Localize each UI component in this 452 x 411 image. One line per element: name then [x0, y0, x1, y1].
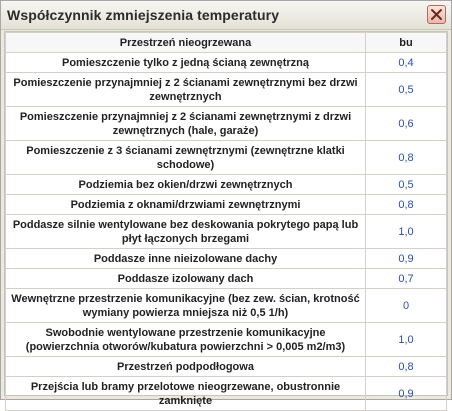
table-row[interactable]: [6, 215, 447, 249]
header-space: Przestrzeń nieogrzewana: [6, 33, 366, 53]
window-title: Współczynnik zmniejszenia temperatury: [7, 7, 280, 23]
table-row[interactable]: [6, 249, 447, 269]
row-value: 1,0: [366, 323, 447, 357]
table-header-row: [6, 33, 447, 53]
row-value: 0,5: [366, 73, 447, 107]
table-row[interactable]: [6, 141, 447, 175]
row-label: Poddasze silnie wentylowane bez deskowania pokrytego papą lub płyt łączonych brzegami: [6, 215, 366, 249]
row-value: 0,8: [366, 357, 447, 377]
row-value: 0,8: [366, 141, 447, 175]
close-icon: [431, 9, 442, 20]
row-label: Poddasze izolowany dach: [6, 269, 366, 289]
table-row[interactable]: [6, 195, 447, 215]
row-label: Swobodnie wentylowane przestrzenie komunikacyjne (powierzchnia otworów/kubatura powierzchni > 0,005 m2/m3): [6, 323, 366, 357]
close-button[interactable]: [427, 5, 446, 24]
row-label: Przestrzeń podpodłogowa: [6, 357, 366, 377]
row-label: Pomieszczenie przynajmniej z 2 ścianami zewnętrznymi bez drzwi zewnętrznych: [6, 73, 366, 107]
table-row[interactable]: [6, 269, 447, 289]
row-value: 0,5: [366, 175, 447, 195]
row-value: 0,4: [366, 53, 447, 73]
row-value: 0: [366, 289, 447, 323]
row-value: 0,9: [366, 377, 447, 411]
table-row[interactable]: [6, 175, 447, 195]
table-row[interactable]: [6, 357, 447, 377]
header-bu: bu: [366, 33, 447, 53]
title-bar[interactable]: [1, 1, 451, 30]
row-label: Poddasze inne nieizolowane dachy: [6, 249, 366, 269]
table-row[interactable]: [6, 107, 447, 141]
row-value: 0,8: [366, 195, 447, 215]
row-label: Przejścia lub bramy przelotowe nieogrzewane, obustronnie zamknięte: [6, 377, 366, 411]
table-row[interactable]: [6, 53, 447, 73]
table-row[interactable]: [6, 377, 447, 411]
row-label: Wewnętrzne przestrzenie komunikacyjne (bez zew. ścian, krotność wymiany powierza mniejsza niż 0,5 1/h): [6, 289, 366, 323]
row-label: Podziemia z oknami/drzwiami zewnętrznymi: [6, 195, 366, 215]
row-label: Podziemia bez okien/drzwi zewnętrznych: [6, 175, 366, 195]
row-label: Pomieszczenie z 3 ścianami zewnętrznymi (zewnętrzne klatki schodowe): [6, 141, 366, 175]
row-value: 0,7: [366, 269, 447, 289]
row-value: 1,0: [366, 215, 447, 249]
row-value: 0,9: [366, 249, 447, 269]
row-label: Pomieszczenie tylko z jedną ścianą zewnętrzną: [6, 53, 366, 73]
row-label: Pomieszczenie przynajmniej z 2 ścianami zewnętrznymi z drzwi zewnętrznych (hale, garaże): [6, 107, 366, 141]
table-row[interactable]: [6, 289, 447, 323]
row-value: 0,6: [366, 107, 447, 141]
table-row[interactable]: [6, 73, 447, 107]
temperature-factor-table: [5, 32, 447, 411]
table-panel: [4, 31, 448, 407]
table-row[interactable]: [6, 323, 447, 357]
